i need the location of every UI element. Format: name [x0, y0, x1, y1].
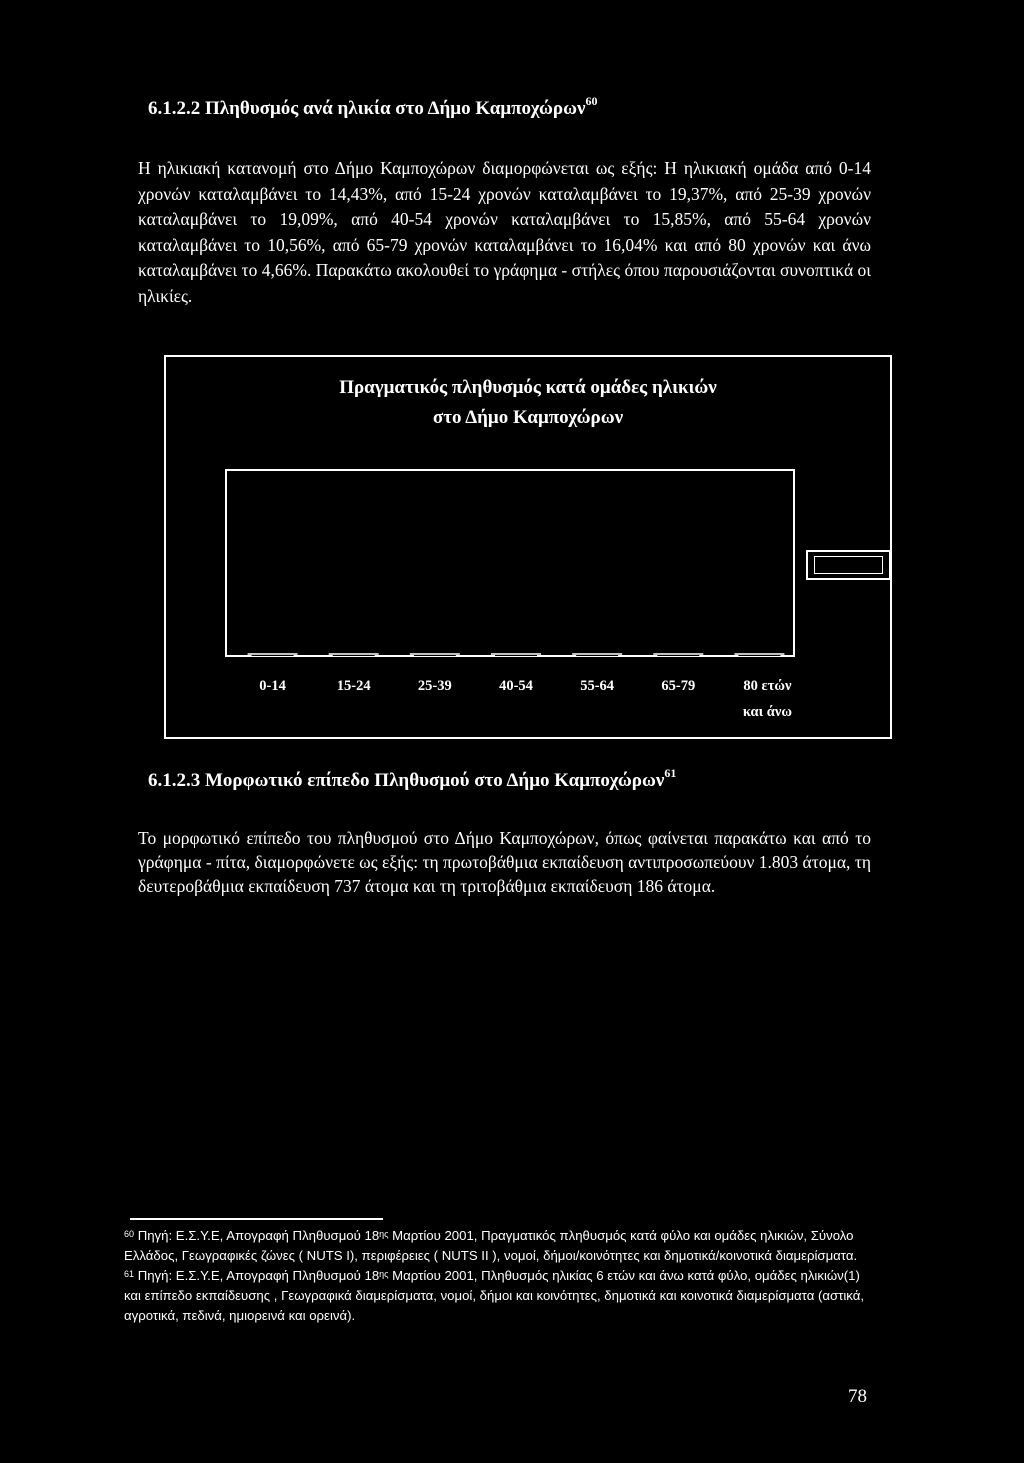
chart-title-line-2: στο Δήμο Καμποχώρων	[432, 407, 624, 428]
section-heading-text: 6.1.2.3 Μορφωτικό επίπεδο Πληθυσμού στο Δήμο Καμποχώρων	[148, 770, 665, 791]
footnote-text: Πηγή: Ε.Σ.Υ.Ε, Απογραφή Πληθυσμού 18	[137, 1268, 380, 1283]
bar-15-24	[333, 512, 375, 656]
footnote-60	[124, 1226, 872, 1266]
chart-legend	[806, 550, 891, 580]
footnote-text-cont: Μαρτίου 2001, Πραγματικός πληθυσμός κατά φύλο και ομάδες ηλικιών, Σύνολο Ελλάδος, Γεωγραφικές ζώνες ( NUTS I), περιφέρειες ( NUTS II ), νομοί, δήμοι/κοινότητες και δημοτικά/κοινοτικά διαμερίσματα.	[124, 1228, 858, 1263]
footnotes	[124, 1226, 872, 1326]
footnote-ordinal: ης	[379, 1269, 389, 1279]
category-label: 55-64	[580, 678, 615, 694]
bars-group	[248, 512, 785, 656]
category-label: 0-14	[259, 678, 286, 694]
footnote-ordinal: ης	[379, 1229, 389, 1239]
category-sublabel: και άνω	[742, 704, 792, 720]
bar-0-14	[252, 549, 294, 656]
section-heading-education-level	[148, 766, 677, 792]
category-label: 15-24	[336, 678, 371, 694]
legend-swatch	[814, 556, 883, 574]
bar-40-54	[495, 538, 537, 656]
chart-title-line-1: Πραγματικός πληθυσμός κατά ομάδες ηλικιών	[339, 377, 717, 398]
section-heading-text: 6.1.2.2 Πληθυσμός ανά ηλικία στο Δήμο Καμποχώρων	[148, 98, 586, 119]
footnote-separator	[130, 1218, 383, 1220]
footnote-61	[124, 1266, 872, 1326]
footnote-mark: 61	[124, 1269, 135, 1279]
bar-55-64	[576, 577, 618, 656]
footnote-text-cont: Μαρτίου 2001, Πληθυσμός ηλικίας 6 ετών και άνω κατά φύλο, ομάδες ηλικιών(1) και επίπεδο εκπαίδευσης , Γεωγραφικά διαμερίσματα, νομοί, δήμοι και κοινότητες, δημοτικά και κοινοτικά διαμερίσματα (αστικά, αγροτικά, πεδινά, ημιορεινά και ορεινά).	[124, 1268, 865, 1323]
footnote-ref: 60	[585, 94, 598, 108]
category-label: 80 ετών	[743, 678, 792, 694]
population-by-age-paragraph: Η ηλικιακή κατανομή στο Δήμο Καμποχώρων διαμορφώνεται ως εξής: Η ηλικιακή ομάδα από 0-14 χρονών καταλαμβάνει το 14,43%, από 15-24 χρονών καταλαμβάνει το 19,37%, από 25-39 χρονών καταλαμβάνει το 19,09%, από 40-54 χρονών καταλαμβάνει το 15,85%, από 55-64 χρονών καταλαμβάνει το 10,56%, από 65-79 χρονών καταλαμβάνει το 16,04% και από 80 χρονών και άνω καταλαμβάνει το 4,66%. Παρακάτω ακολουθεί το γράφημα - στήλες όπου παρουσιάζονται συνοπτικά οι ηλικίες.	[138, 158, 871, 306]
footnote-ref: 61	[664, 766, 677, 780]
bar-80-ετών	[738, 621, 780, 656]
page-number: 78	[848, 1386, 867, 1407]
category-label: 65-79	[661, 678, 696, 694]
bar-65-79	[657, 537, 699, 656]
category-label: 40-54	[499, 678, 533, 694]
footnote-text: Πηγή: Ε.Σ.Υ.Ε, Απογραφή Πληθυσμού 18	[137, 1228, 380, 1243]
category-label: 25-39	[417, 678, 452, 694]
education-level-paragraph: Το μορφωτικό επίπεδο του πληθυσμού στο Δήμο Καμποχώρων, όπως φαίνεται παρακάτω και από το γράφημα - πίτα, διαμορφώνετε ως εξής: τη πρωτοβάθμια εκπαίδευση αντιπροσωπεύουν 1.803 άτομα, τη δευτεροβάθμια εκπαίδευση 737 άτομα και τη τριτοβάθμια εκπαίδευση 186 άτομα.	[138, 828, 871, 896]
footnote-mark: 60	[124, 1229, 135, 1239]
bar-25-39	[414, 514, 456, 656]
